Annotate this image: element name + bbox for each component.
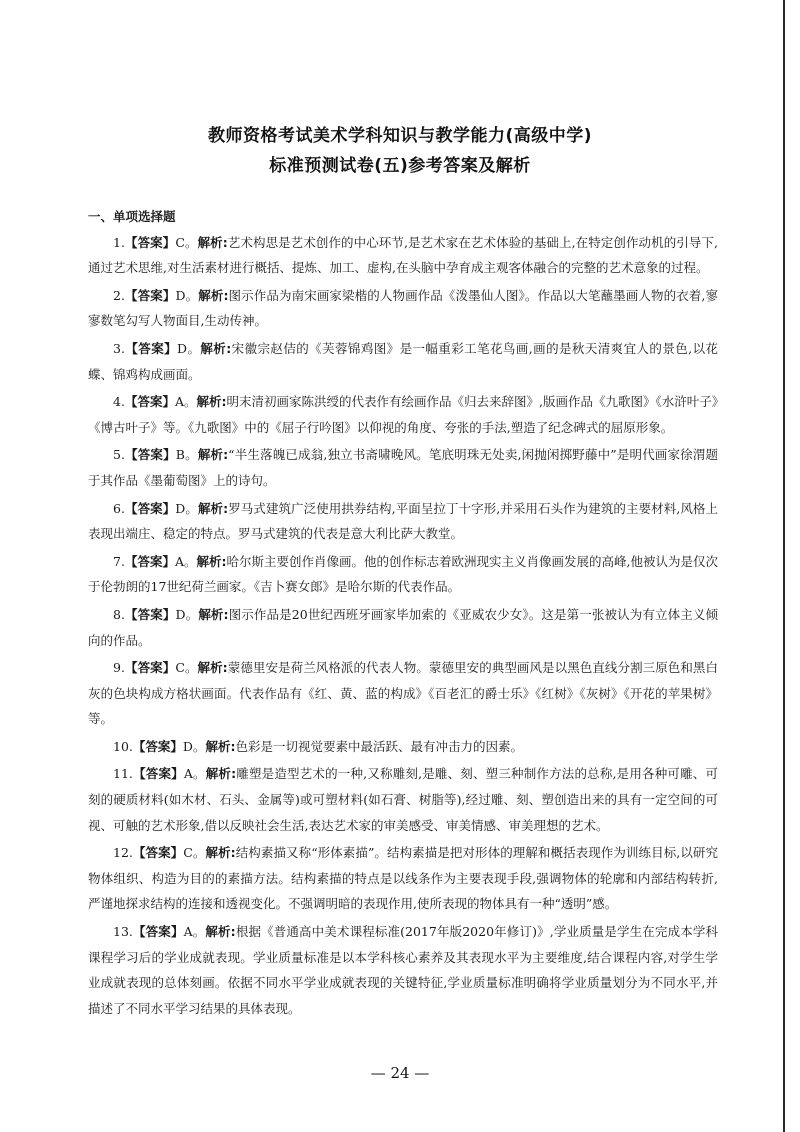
answer-tag: 【答案】 xyxy=(124,553,175,569)
question-number: 5. xyxy=(113,447,125,463)
answer-choice: C。 xyxy=(175,234,198,250)
question-number: 7. xyxy=(113,553,125,569)
answer-tag: 【答案】 xyxy=(132,924,184,940)
analysis-text: 色彩是一切视觉要素中最活跃、最有冲击力的因素。 xyxy=(235,738,523,754)
question-number: 2. xyxy=(113,287,125,303)
question-number: 9. xyxy=(113,660,125,676)
answer-tag: 【答案】 xyxy=(132,845,184,861)
answer-choice: C。 xyxy=(183,845,206,861)
answer-choice: D。 xyxy=(175,500,198,516)
question-item xyxy=(88,389,718,440)
analysis-text: 罗马式建筑广泛使用拱券结构,平面呈拉丁十字形,并采用石头作为建筑的主要材料,风格上表现出端庄、稳定的特点。罗马式建筑的代表是意大利比萨大教堂。 xyxy=(88,500,718,542)
analysis-text: 雕塑是造型艺术的一种,又称雕刻,是雕、刻、塑三种制作方法的总称,是用各种可雕、可刻的硬质材料(如木材、石头、金属等)或可塑材料(如石膏、树脂等),经过雕、刻、塑创造出来的具有一定空间的可视、可触的艺术形象,借以反映社会生活,表达艺术家的审美感受、审美情感、审美理想的艺术。 xyxy=(88,766,718,833)
question-item xyxy=(88,442,718,493)
answer-choice: A。 xyxy=(174,394,197,410)
analysis-text: “半生落魄已成翁,独立书斋啸晚风。笔底明珠无处卖,闲抛闲掷野藤中”是明代画家徐渭题于其作品《墨葡萄图》上的诗句。 xyxy=(88,447,719,488)
answer-tag: 【答案】 xyxy=(124,606,176,622)
question-number: 1. xyxy=(113,234,125,250)
answer-tag: 【答案】 xyxy=(124,447,176,463)
question-number: 11. xyxy=(113,766,133,782)
answer-tag: 【答案】 xyxy=(132,738,183,754)
question-number: 4. xyxy=(113,394,125,410)
answer-tag: 【答案】 xyxy=(124,500,176,516)
analysis-text: 艺术构思是艺术创作的中心环节,是艺术家在艺术体验的基础上,在特定创作动机的引导下,通过艺术思维,对生活素材进行概括、提炼、加工、虚构,在头脑中孕育成主观客体融合的完整的艺术意象的过程。 xyxy=(88,234,718,276)
analysis-text: 图示作品是20世纪西班牙画家毕加索的《亚威农少女》。这是第一张被认为有立体主义倾向的作品。 xyxy=(88,606,718,648)
answer-tag: 【答案】 xyxy=(132,766,184,782)
analysis-tag: 解析: xyxy=(205,738,236,754)
question-item xyxy=(88,840,718,917)
analysis-tag: 解析: xyxy=(200,340,232,356)
analysis-tag: 解析: xyxy=(205,924,236,940)
analysis-text: 哈尔斯主要创作肖像画。他的创作标志着欧洲现实主义肖像画发展的高峰,他被认为是仅次于伦勃朗的17世纪荷兰画家。《吉卜赛女郎》是哈尔斯的代表作品。 xyxy=(88,553,719,595)
section-heading: 一、单项选择题 xyxy=(88,209,176,224)
page-subtitle: 标准预测试卷(五)参考答案及解析 xyxy=(269,156,531,176)
answer-choice: A。 xyxy=(183,924,206,940)
analysis-text: 宋徽宗赵佶的《芙蓉锦鸡图》是一幅重彩工笔花鸟画,画的是秋天清爽宜人的景色,以花蝶、锦鸡构成画面。 xyxy=(88,340,718,382)
analysis-text: 结构素描又称“形体素描”。结构素描是把对形体的理解和概括表现作为训练目标,以研究物体组织、构造为目的的素描方法。结构素描的特点是以线条作为主要表现手段,强调物体的轮廓和内部结构转折,严谨地探求结构的连接和透视变化。不强调明暗的表现作用,使所表现的物体具有一种“透明”感。 xyxy=(88,845,718,912)
question-list xyxy=(88,230,718,1022)
question-item xyxy=(88,549,718,600)
analysis-tag: 解析: xyxy=(197,234,228,250)
analysis-tag: 解析: xyxy=(197,500,229,516)
question-number: 3. xyxy=(113,340,125,356)
analysis-tag: 解析: xyxy=(205,766,237,782)
answer-tag: 【答案】 xyxy=(124,660,176,676)
answer-tag: 【答案】 xyxy=(124,340,178,356)
analysis-tag: 解析: xyxy=(196,553,227,569)
page-number: — 24 — xyxy=(370,1064,430,1082)
analysis-tag: 解析: xyxy=(198,606,229,622)
analysis-tag: 解析: xyxy=(197,447,229,463)
question-item xyxy=(88,336,718,387)
question-number: 8. xyxy=(113,606,125,622)
question-item xyxy=(88,655,718,732)
question-number: 10. xyxy=(113,738,133,754)
page-title: 教师资格考试美术学科知识与教学能力(高级中学) xyxy=(207,126,593,146)
answer-choice: A。 xyxy=(183,766,206,782)
answer-choice: D。 xyxy=(177,340,201,356)
analysis-tag: 解析: xyxy=(198,287,229,303)
answer-choice: D。 xyxy=(182,738,206,754)
answer-choice: D。 xyxy=(175,287,199,303)
answer-choice: C。 xyxy=(175,660,198,676)
answer-choice: B。 xyxy=(175,447,198,463)
analysis-tag: 解析: xyxy=(197,660,228,676)
question-item xyxy=(88,734,718,760)
question-item xyxy=(88,919,718,1021)
question-number: 13. xyxy=(113,924,133,940)
analysis-tag: 解析: xyxy=(205,845,236,861)
question-item xyxy=(88,496,718,547)
question-item xyxy=(88,283,718,334)
analysis-text: 蒙德里安是荷兰风格派的代表人物。蒙德里安的典型画风是以黑色直线分割三原色和黑白灰的色块构成方格状画面。代表作品有《红、黄、蓝的构成》《百老汇的爵士乐》《红树》《灰树》《开花的苹果树》等。 xyxy=(88,660,718,727)
answer-tag: 【答案】 xyxy=(124,287,176,303)
answer-choice: D。 xyxy=(175,606,199,622)
answer-tag: 【答案】 xyxy=(124,234,176,250)
answer-choice: A。 xyxy=(174,553,197,569)
question-item xyxy=(88,602,718,653)
analysis-text: 明末清初画家陈洪绶的代表作有绘画作品《归去来辞图》,版画作品《九歌图》《水浒叶子》《博古叶子》等。《九歌图》中的《屈子行吟图》以仰视的角度、夸张的手法,塑造了纪念碑式的屈原形象。 xyxy=(88,394,719,435)
answer-body xyxy=(88,204,718,1023)
analysis-text: 根据《普通高中美术课程标准(2017年版2020年修订)》,学业质量是学生在完成本学科课程学习后的学业成就表现。学业质量标准是以本学科核心素养及其表现水平为主要维度,结合课程内容,对学生学业成就表现的总体刻画。依据不同水平学业成就表现的关键特征,学业质量标准明确将学业质量划分为不同水平,并描述了不同水平学习结果的具体表现。 xyxy=(88,924,719,1016)
question-item xyxy=(88,761,718,838)
question-item xyxy=(88,230,718,281)
question-number: 12. xyxy=(113,845,133,861)
question-number: 6. xyxy=(113,500,125,516)
answer-tag: 【答案】 xyxy=(124,394,175,410)
analysis-text: 图示作品为南宋画家梁楷的人物画作品《泼墨仙人图》。作品以大笔蘸墨画人物的衣着,寥寥数笔勾写人物面目,生动传神。 xyxy=(88,287,718,329)
analysis-tag: 解析: xyxy=(196,394,227,410)
